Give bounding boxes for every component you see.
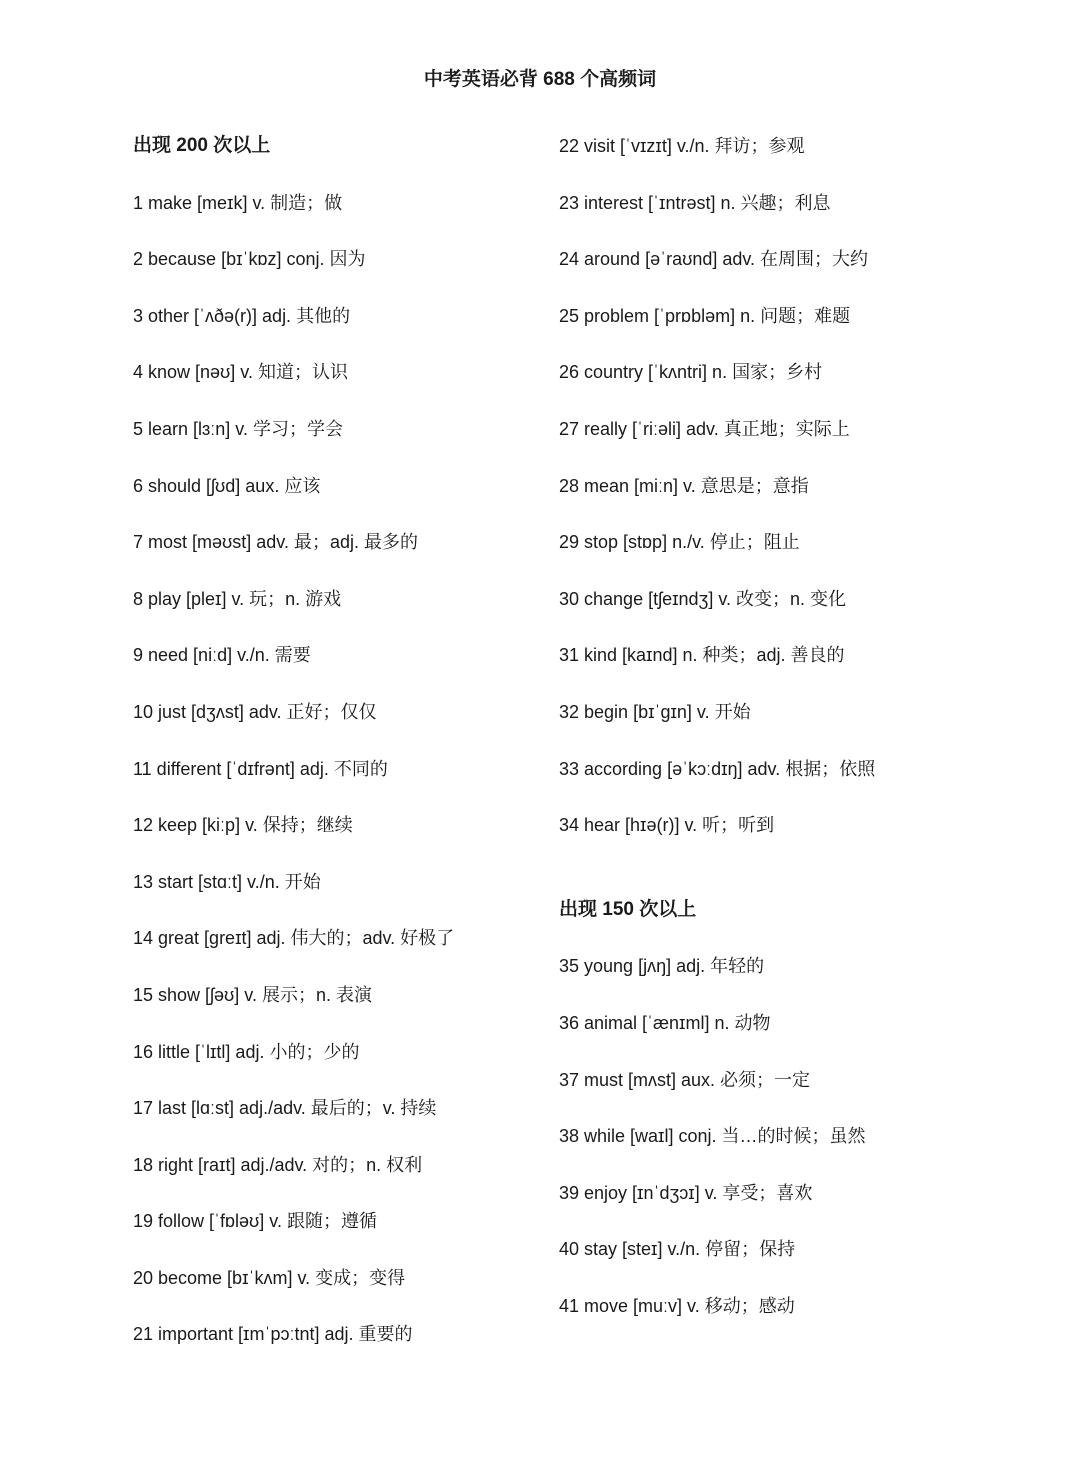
vocab-entry: 28 mean [miːn] v. 意思是；意指 xyxy=(559,475,809,496)
vocab-entry: 24 around [əˈraʊnd] adv. 在周围；大约 xyxy=(559,249,869,270)
vocab-entry: 23 interest [ˈɪntrəst] n. 兴趣；利息 xyxy=(559,192,831,213)
vocab-entry: 7 most [məʊst] adv. 最；adj. 最多的 xyxy=(133,532,418,553)
vocab-entry: 14 great [greɪt] adj. 伟大的；adv. 好极了 xyxy=(133,928,455,949)
vocab-entry: 19 follow [ˈfɒləʊ] v. 跟随；遵循 xyxy=(133,1211,377,1232)
vocab-entry: 36 animal [ˈænɪml] n. 动物 xyxy=(559,1012,771,1033)
vocab-entry: 9 need [niːd] v./n. 需要 xyxy=(133,645,311,666)
vocab-entry: 41 move [muːv] v. 移动；感动 xyxy=(559,1295,795,1316)
vocab-entry: 32 begin [bɪˈgɪn] v. 开始 xyxy=(559,701,751,722)
vocab-entry: 13 start [stɑːt] v./n. 开始 xyxy=(133,871,321,892)
vocab-entry: 26 country [ˈkʌntri] n. 国家；乡村 xyxy=(559,362,823,383)
vocab-entry: 6 should [ʃʊd] aux. 应该 xyxy=(133,475,321,496)
vocab-entry: 15 show [ʃəʊ] v. 展示；n. 表演 xyxy=(133,984,372,1005)
vocab-entry: 33 according [əˈkɔːdɪŋ] adv. 根据；依照 xyxy=(559,758,876,779)
vocab-entry: 34 hear [hɪə(r)] v. 听；听到 xyxy=(559,815,775,836)
vocab-entry: 12 keep [kiːp] v. 保持；继续 xyxy=(133,815,353,836)
section-spacer xyxy=(559,864,1019,892)
vocab-entry: 29 stop [stɒp] n./v. 停止；阻止 xyxy=(559,532,800,553)
vocab-entry: 39 enjoy [ɪnˈdʒɔɪ] v. 享受；喜欢 xyxy=(559,1182,813,1203)
document-title: 中考英语必背 688 个高频词 xyxy=(423,69,657,90)
section-heading-200: 出现 200 次以上 xyxy=(133,135,271,156)
vocab-entry: 20 become [bɪˈkʌm] v. 变成；变得 xyxy=(133,1267,406,1288)
vocab-entry: 4 know [nəʊ] v. 知道；认识 xyxy=(133,362,348,383)
vocab-entry: 11 different [ˈdɪfrənt] adj. 不同的 xyxy=(133,758,388,779)
right-column xyxy=(559,128,1019,1344)
vocab-entry: 18 right [raɪt] adj./adv. 对的；n. 权利 xyxy=(133,1154,423,1175)
vocab-entry: 16 little [ˈlɪtl] adj. 小的；少的 xyxy=(133,1041,360,1062)
vocab-entry: 27 really [ˈriːəli] adv. 真正地；实际上 xyxy=(559,418,850,439)
vocab-entry: 31 kind [kaɪnd] n. 种类；adj. 善良的 xyxy=(559,645,845,666)
vocab-entry: 2 because [bɪˈkɒz] conj. 因为 xyxy=(133,249,366,270)
vocab-entry: 40 stay [steɪ] v./n. 停留；保持 xyxy=(559,1239,796,1260)
vocab-entry: 5 learn [lɜːn] v. 学习；学会 xyxy=(133,418,343,439)
section-heading-150: 出现 150 次以上 xyxy=(559,898,697,920)
vocab-entry: 8 play [pleɪ] v. 玩；n. 游戏 xyxy=(133,588,342,609)
vocab-entry: 17 last [lɑːst] adj./adv. 最后的；v. 持续 xyxy=(133,1098,437,1119)
vocab-entry: 30 change [tʃeɪndʒ] v. 改变；n. 变化 xyxy=(559,588,847,609)
vocab-entry: 37 must [mʌst] aux. 必须；一定 xyxy=(559,1069,811,1090)
vocab-entry: 10 just [dʒʌst] adv. 正好；仅仅 xyxy=(133,701,377,722)
vocab-entry: 1 make [meɪk] v. 制造；做 xyxy=(133,192,343,213)
vocab-entry: 21 important [ɪmˈpɔːtnt] adj. 重要的 xyxy=(133,1324,413,1345)
vocab-entry: 25 problem [ˈprɒbləm] n. 问题；难题 xyxy=(559,305,851,326)
vocab-entry: 38 while [waɪl] conj. 当…的时候；虽然 xyxy=(559,1126,866,1147)
left-column xyxy=(133,128,543,1373)
vocab-entry: 3 other [ˈʌðə(r)] adj. 其他的 xyxy=(133,305,351,326)
vocab-entry: 35 young [jʌŋ] adj. 年轻的 xyxy=(559,956,765,977)
vocab-entry: 22 visit [ˈvɪzɪt] v./n. 拜访；参观 xyxy=(559,136,805,156)
